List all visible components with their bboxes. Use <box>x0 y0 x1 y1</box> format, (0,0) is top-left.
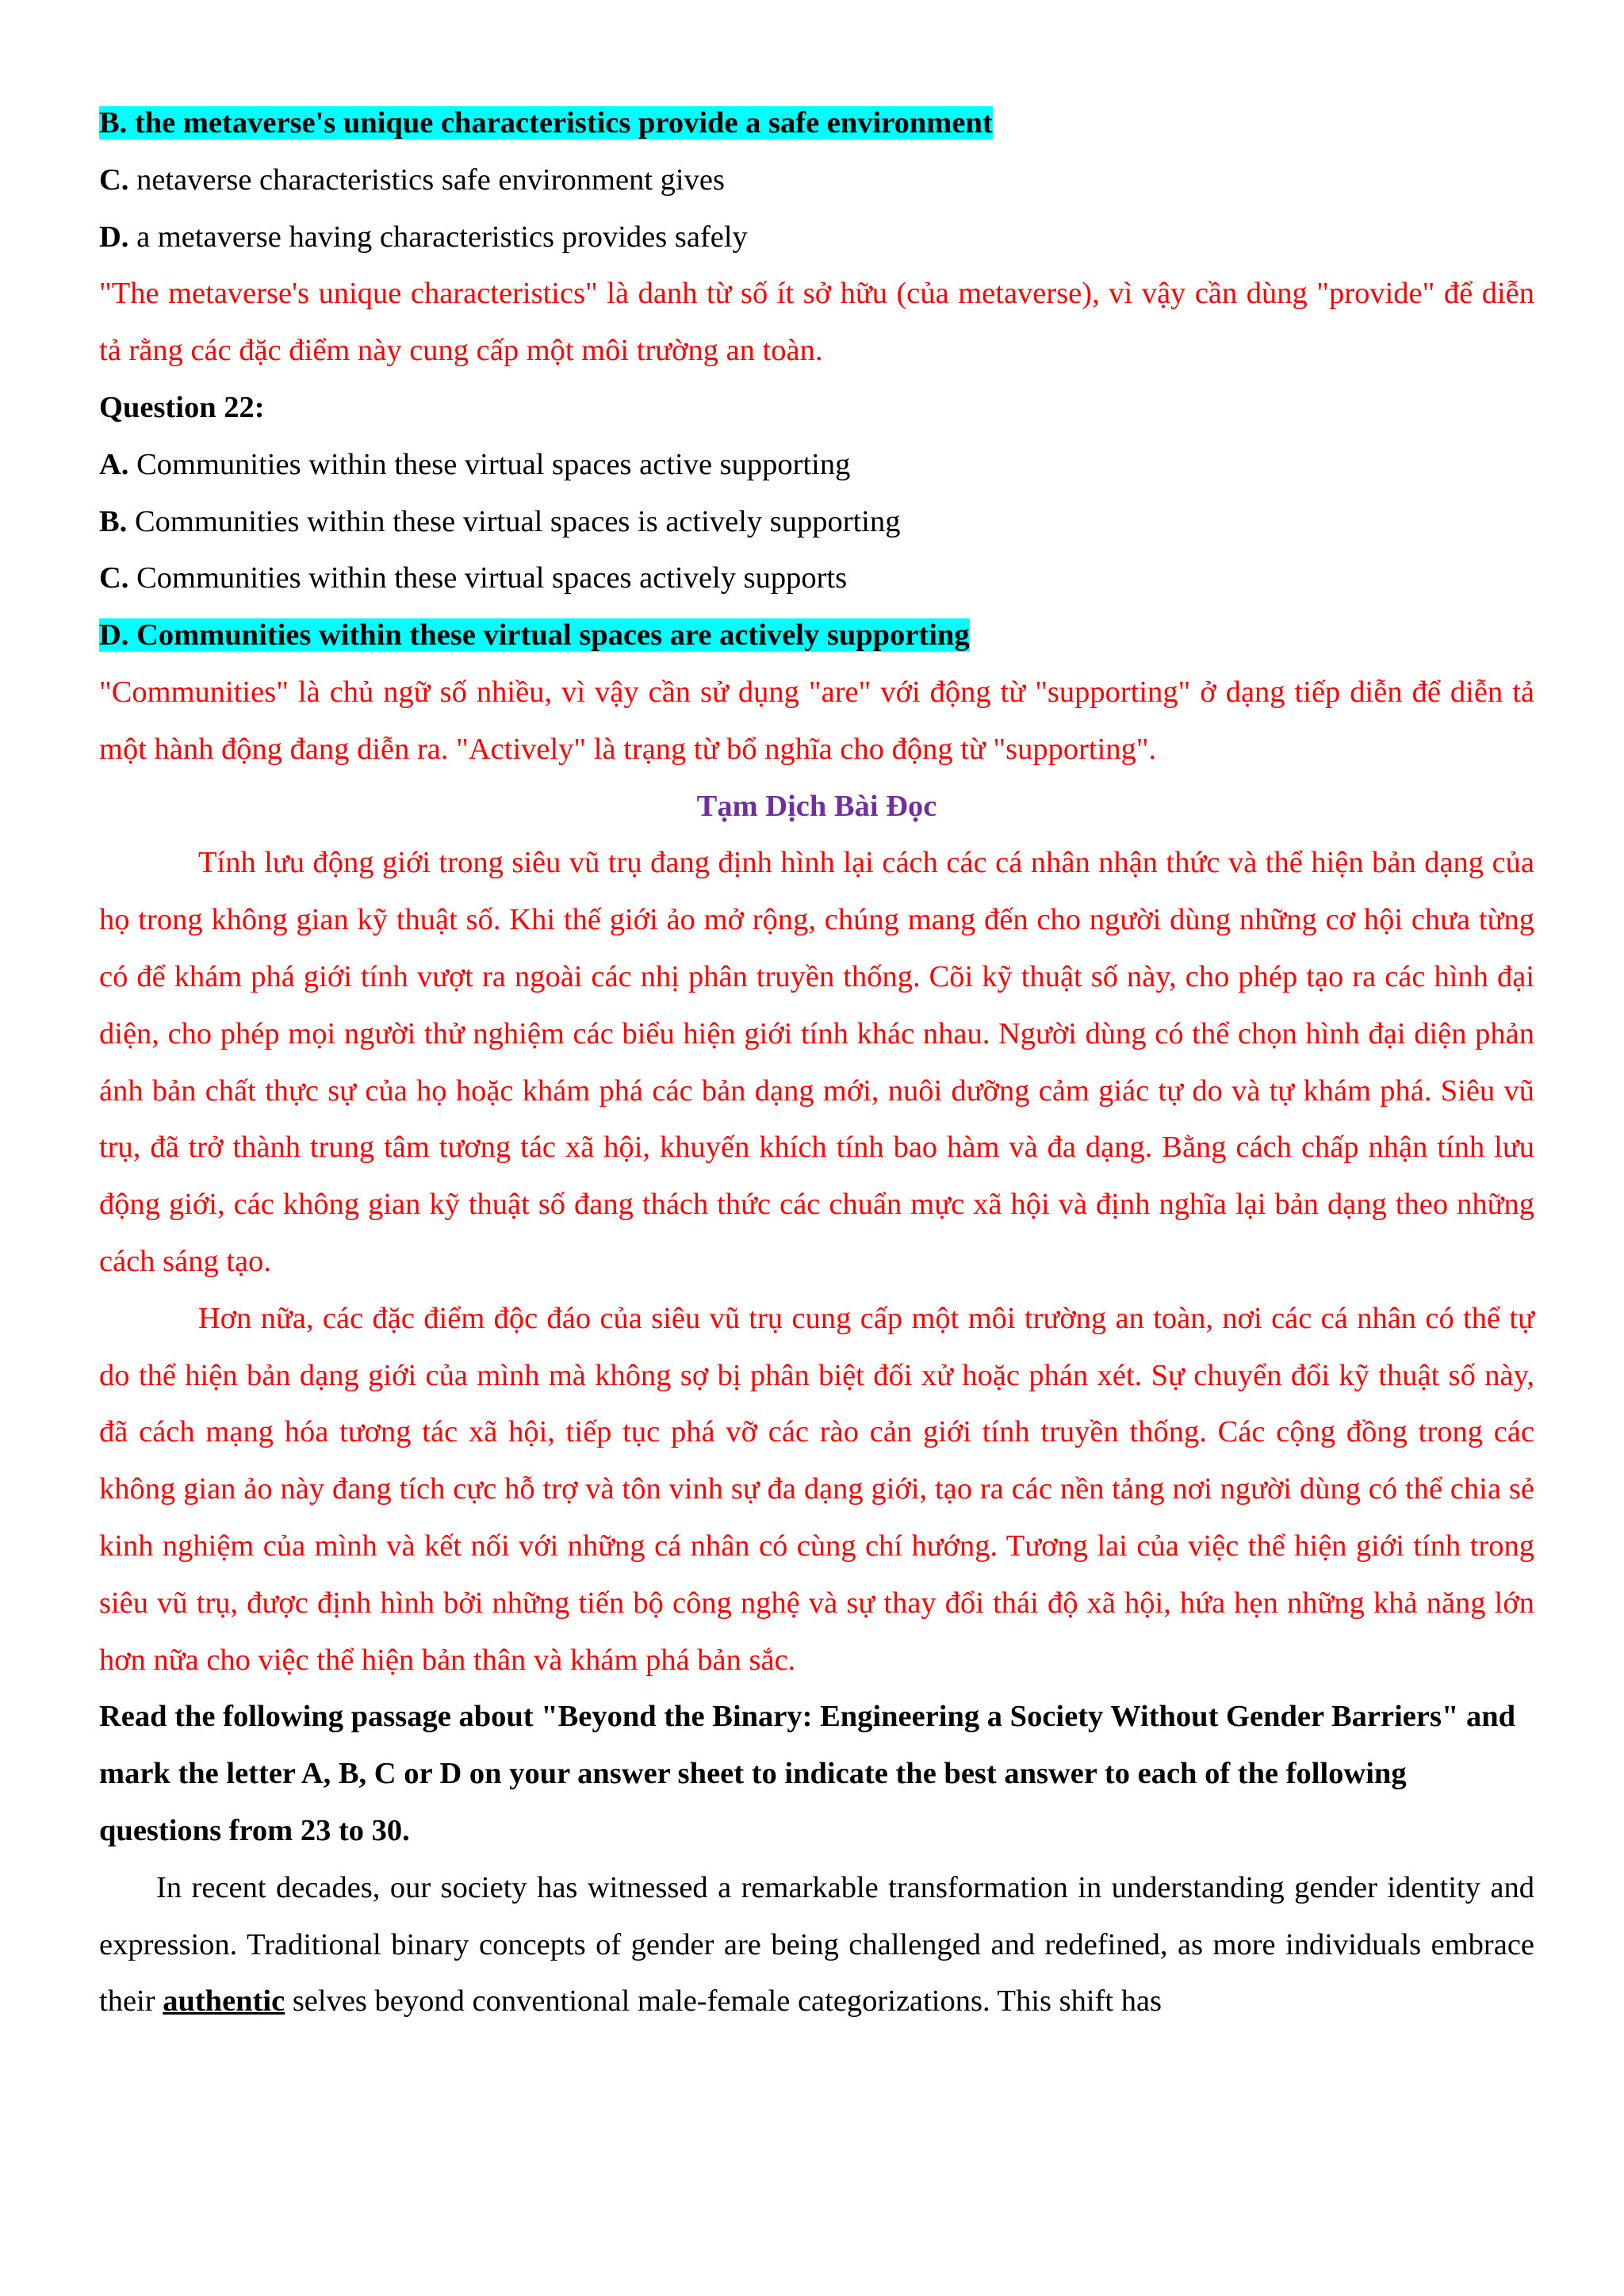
option-letter: B. <box>99 106 128 140</box>
translation-heading: Tạm Dịch Bài Đọc <box>696 789 937 823</box>
option-text: Communities within these virtual spaces active supporting <box>128 447 851 481</box>
q21-option-b <box>99 95 1534 152</box>
passage-keyword-underlined: authentic <box>163 1984 285 2019</box>
q21-explanation: "The metaverse's unique characteristics" là danh từ số ít sở hữu (của metaverse), vì vậy cần dùng "provide" để diễn tả rằng các đặc điểm này cung cấp một môi trường an toàn. <box>99 277 1534 368</box>
question-22-title: Question 22: <box>99 390 265 424</box>
option-text: Communities within these virtual spaces are actively supporting <box>128 618 970 652</box>
option-text: Communities within these virtual spaces is actively supporting <box>127 504 901 538</box>
q22-option-b <box>99 494 1534 551</box>
passage-paragraph <box>99 1860 1534 2030</box>
q22-explanation: "Communities" là chủ ngữ số nhiều, vì vậy cần sử dụng "are" với động từ "supporting" ở dạng tiếp diễn để diễn tả một hành động đang diễn ra. "Actively" là trạng từ bổ nghĩa cho động từ "supporting". <box>99 675 1534 766</box>
option-letter: D. <box>99 220 129 254</box>
passage-text-after: selves beyond conventional male-female categorizations. This shift has <box>285 1984 1162 2019</box>
option-text: a metaverse having characteristics provides safely <box>128 220 748 254</box>
option-letter: C. <box>99 163 129 197</box>
translation-paragraph-1: Tính lưu động giới trong siêu vũ trụ đang định hình lại cách các cá nhân nhận thức và thể hiện bản dạng của họ trong không gian kỹ thuật số. Khi thế giới ảo mở rộng, chúng mang đến cho người dùng những cơ hội chưa từng có để khám phá giới tính vượt ra ngoài các nhị phân truyền thống. Cõi kỹ thuật số này, cho phép tạo ra các hình đại diện, cho phép mọi người thử nghiệm các biểu hiện giới tính khác nhau. Người dùng có thể chọn hình đại diện phản ánh bản chất thực sự của họ hoặc khám phá các bản dạng mới, nuôi dưỡng cảm giác tự do và tự khám phá. Siêu vũ trụ, đã trở thành trung tâm tương tác xã hội, khuyến khích tính bao hàm và đa dạng. Bằng cách chấp nhận tính lưu động giới, các không gian kỹ thuật số đang thách thức các chuẩn mực xã hội và định nghĩa lại bản dạng theo những cách sáng tạo. <box>99 846 1534 1278</box>
reading-instruction: Read the following passage about "Beyond the Binary: Engineering a Society Without Gender Barriers" and mark the letter A, B, C or D on your answer sheet to indicate the best answer to each of the following questions from 23 to 30. <box>99 1700 1516 1847</box>
translation-paragraph-2: Hơn nữa, các đặc điểm độc đáo của siêu vũ trụ cung cấp một môi trường an toàn, nơi các cá nhân có thể tự do thể hiện bản dạng giới của mình mà không sợ bị phân biệt đối xử hoặc phán xét. Sự chuyển đổi kỹ thuật số này, đã cách mạng hóa tương tác xã hội, tiếp tục phá vỡ các rào cản giới tính truyền thống. Các cộng đồng trong các không gian ảo này đang tích cực hỗ trợ và tôn vinh sự đa dạng giới, tạo ra các nền tảng nơi người dùng có thể chia sẻ kinh nghiệm của mình và kết nối với những cá nhân có cùng chí hướng. Tương lai của việc thể hiện giới tính trong siêu vũ trụ, được định hình bởi những tiến bộ công nghệ và sự thay đổi thái độ xã hội, hứa hẹn những khả năng lớn hơn nữa cho việc thể hiện bản thân và khám phá bản sắc. <box>99 1301 1534 1677</box>
q22-option-d <box>99 607 1534 664</box>
option-letter: A. <box>99 447 129 481</box>
option-text: the metaverse's unique characteristics provide a safe environment <box>127 106 993 140</box>
q22-option-d-highlight <box>99 618 970 652</box>
q21-option-c <box>99 152 1534 209</box>
option-text: Communities within these virtual spaces actively supports <box>128 561 848 595</box>
document-page <box>99 95 1534 2030</box>
option-letter: B. <box>99 504 128 538</box>
passage-text-before: In recent decades, our society has witnessed a remarkable transformation in understanding gender identity and expression. Traditional binary concepts of gender are being challenged and redefined, as more individuals embrace their <box>99 1870 1534 2019</box>
option-letter: C. <box>99 561 129 595</box>
q22-option-a <box>99 437 1534 494</box>
option-letter: D. <box>99 618 129 652</box>
option-text: netaverse characteristics safe environment gives <box>128 163 725 197</box>
q22-option-c <box>99 550 1534 607</box>
q21-option-d <box>99 209 1534 266</box>
q21-option-b-highlight <box>99 106 993 140</box>
